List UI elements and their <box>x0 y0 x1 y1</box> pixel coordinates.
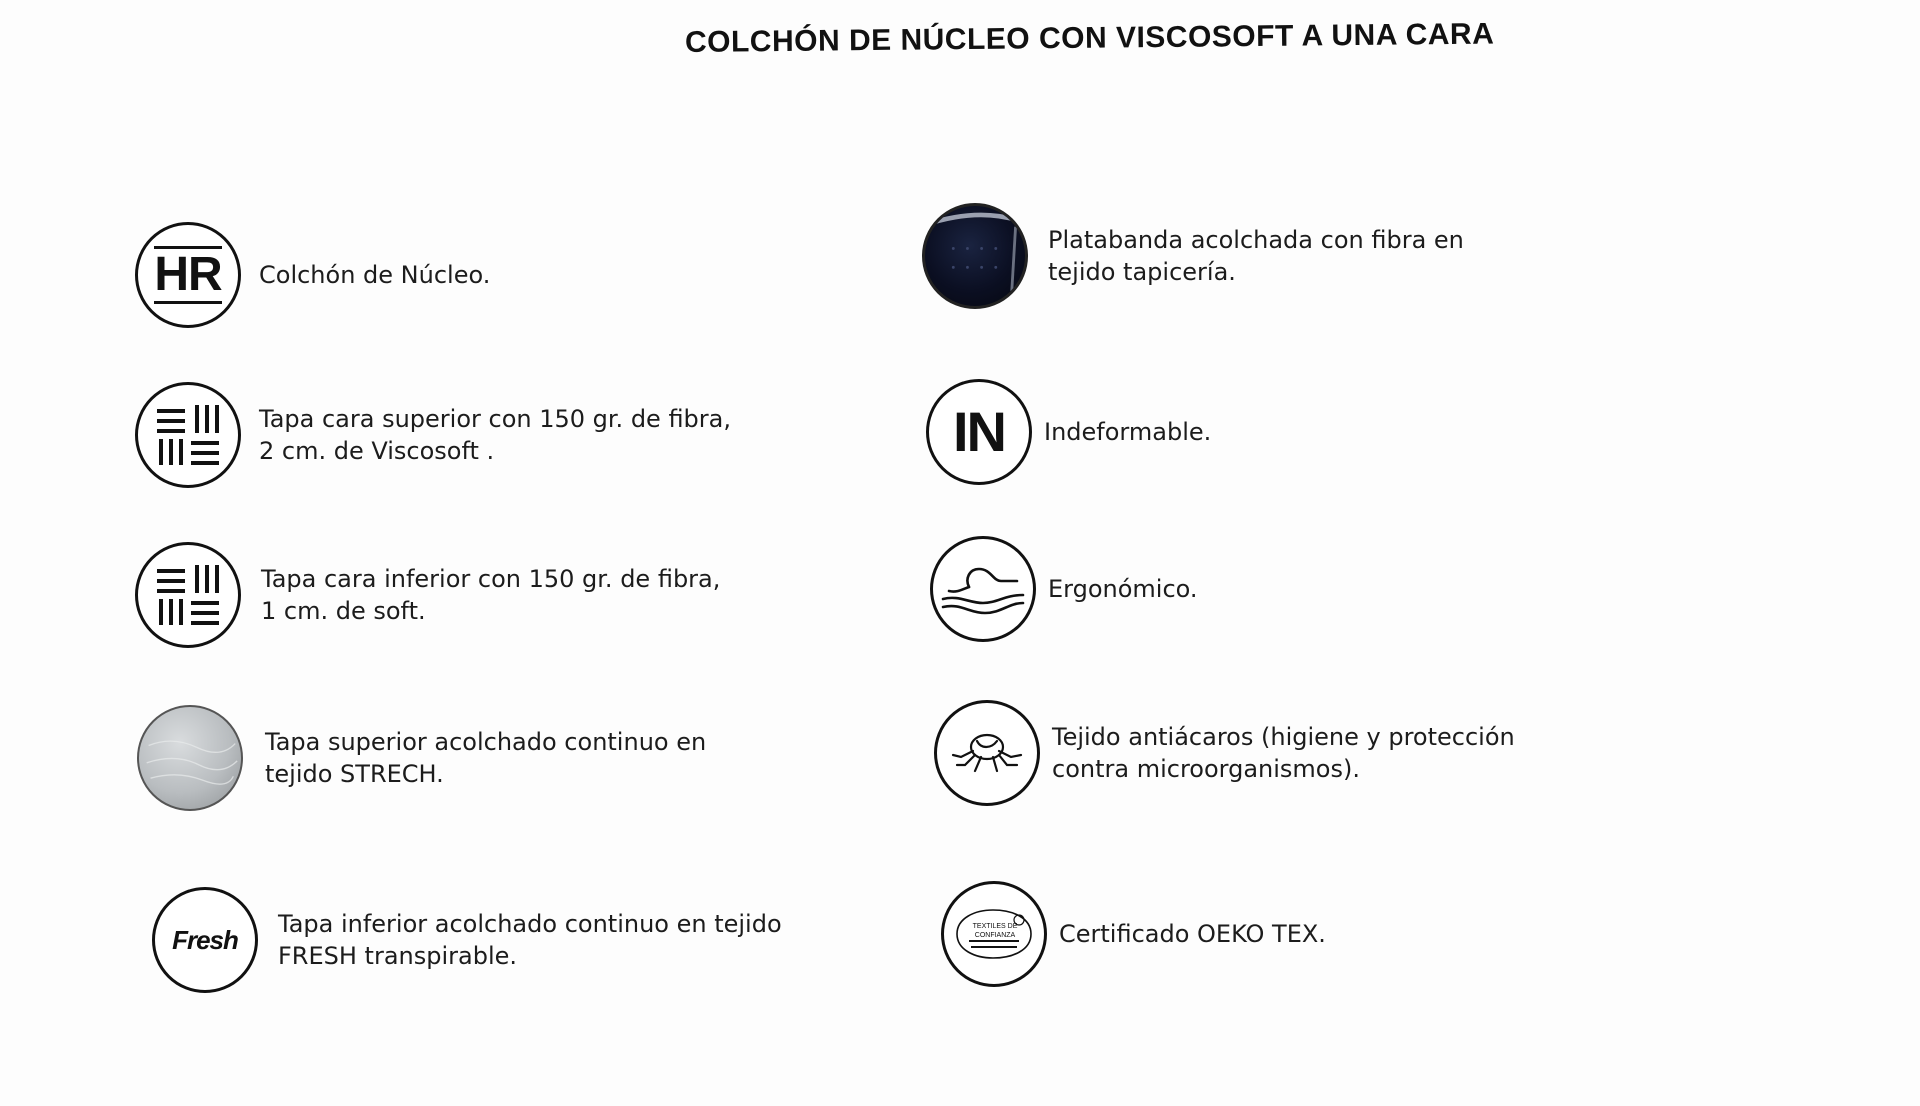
feature-description: Ergonómico. <box>1048 575 1198 603</box>
feature-hr <box>135 222 490 328</box>
feature-description: Tapa cara inferior con 150 gr. de fibra, 1 cm. de soft. <box>261 565 721 625</box>
feature-top-cover <box>135 382 731 488</box>
ergonomic-icon <box>930 536 1036 642</box>
feature-anti-mite <box>934 700 1515 806</box>
in-icon: IN <box>926 379 1032 485</box>
feature-description: Tapa cara superior con 150 gr. de fibra, 2 cm. de Viscosoft . <box>259 405 731 465</box>
fiber-layers-icon <box>135 382 241 488</box>
feature-fresh <box>152 887 782 993</box>
quilted-border-icon <box>922 203 1028 309</box>
feature-description: Tejido antiácaros (higiene y protección contra microorganismos). <box>1052 723 1515 783</box>
oeko-tex-icon: TEXTILES DE CONFIANZA <box>941 881 1047 987</box>
page-title: COLCHÓN DE NÚCLEO CON VISCOSOFT A UNA CARA <box>684 17 1495 59</box>
anti-mite-icon <box>934 700 1040 806</box>
feature-top-quilting <box>137 705 706 811</box>
feature-description: Tapa superior acolchado continuo en tejido STRECH. <box>265 728 707 788</box>
feature-description: Indeformable. <box>1044 418 1212 446</box>
feature-ergonomic <box>930 536 1198 642</box>
fresh-icon: Fresh <box>152 887 258 993</box>
feature-description: Tapa inferior acolchado continuo en tejido FRESH transpirable. <box>278 910 782 970</box>
feature-description: Colchón de Núcleo. <box>259 261 491 289</box>
feature-border <box>922 203 1464 309</box>
quilted-fabric-icon <box>137 705 243 811</box>
hr-icon: HR <box>135 222 241 328</box>
feature-in <box>926 379 1211 485</box>
feature-description: Certificado OEKO TEX. <box>1059 920 1326 948</box>
feature-description: Platabanda acolchada con fibra en tejido tapicería. <box>1048 226 1464 286</box>
feature-bottom-cover <box>135 542 720 648</box>
fiber-layers-icon <box>135 542 241 648</box>
feature-oeko-tex <box>941 881 1326 987</box>
